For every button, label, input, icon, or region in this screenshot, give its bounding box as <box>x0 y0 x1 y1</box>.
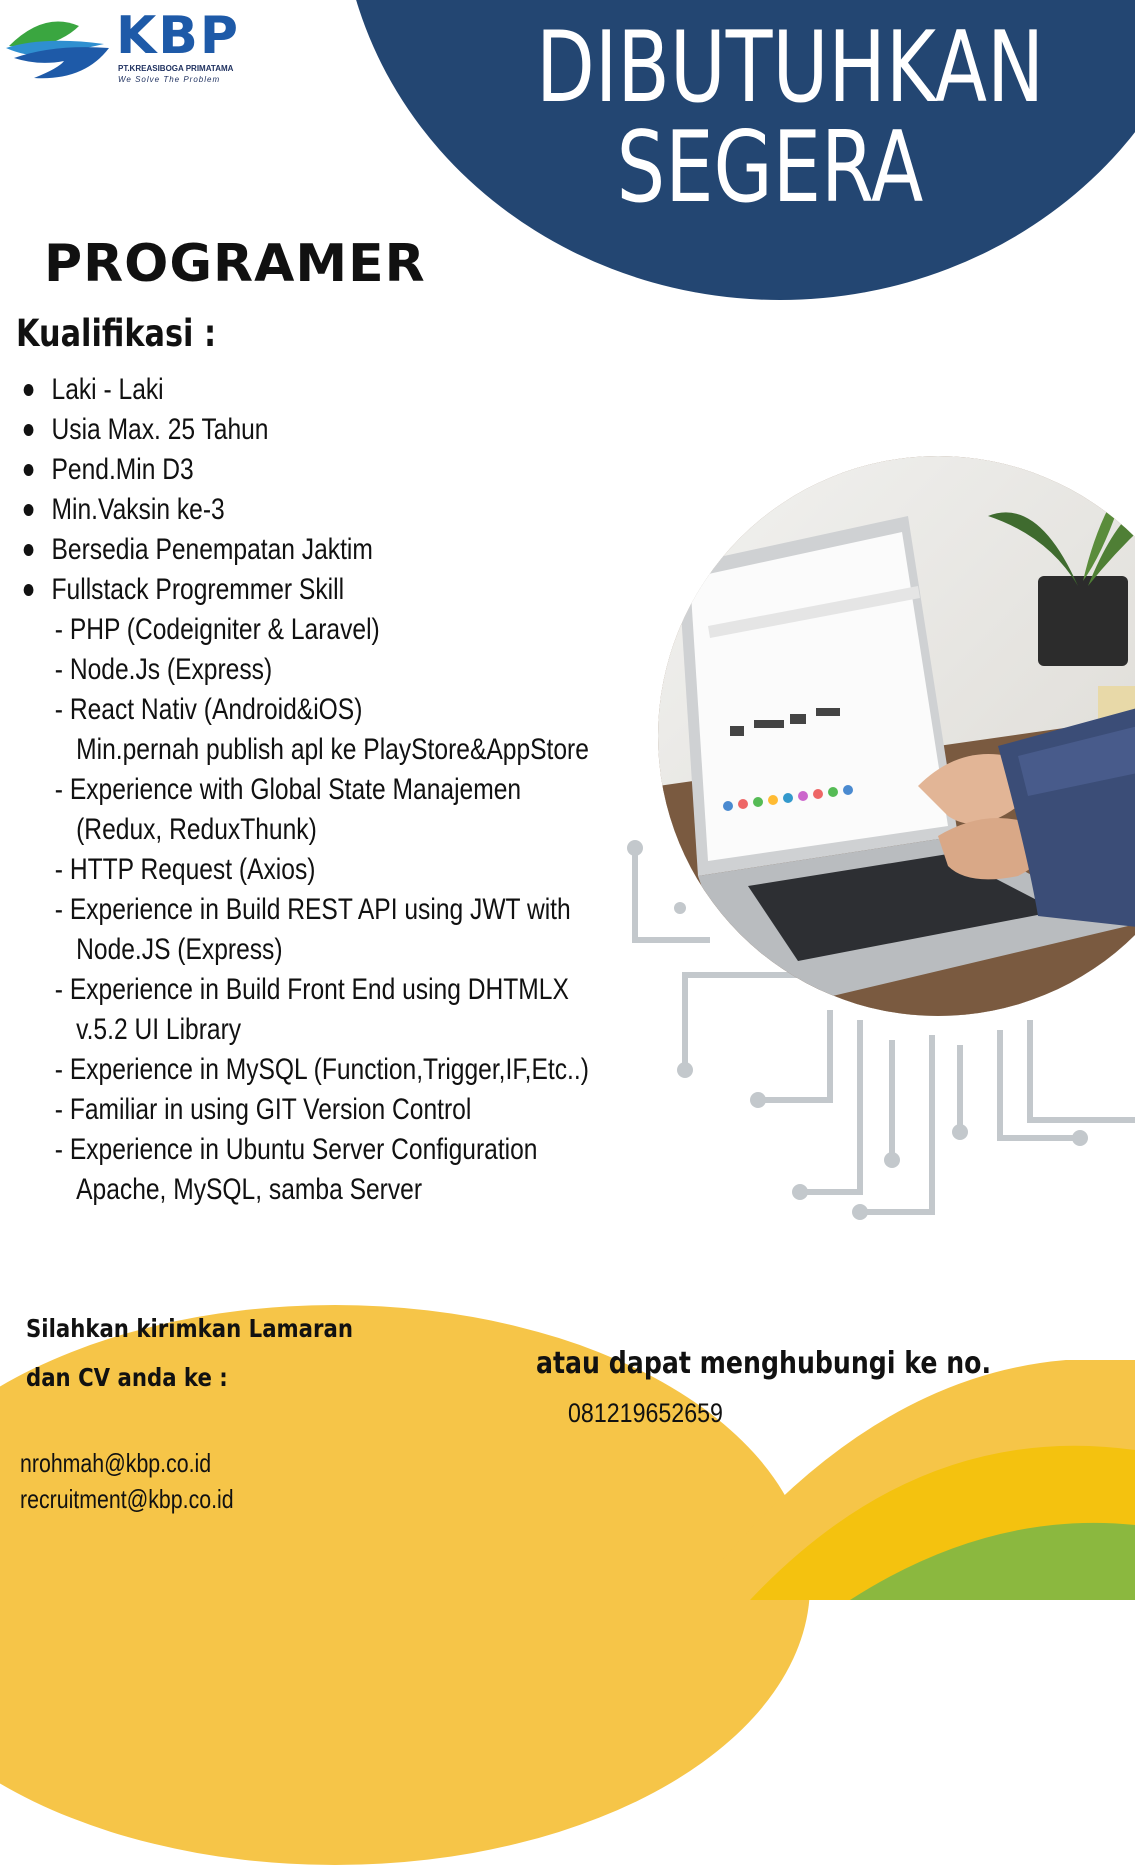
skill-item-continued: Min.pernah publish apl ke PlayStore&AppStore <box>76 733 589 766</box>
apply-instruction-line-1: Silahkan kirimkan Lamaran <box>26 1314 353 1343</box>
apply-instruction-line-2: dan CV anda ke : <box>26 1363 228 1392</box>
email-link[interactable]: recruitment@kbp.co.id <box>20 1484 234 1514</box>
list-item: Pend.Min D3 <box>22 450 547 490</box>
position-title: PROGRAMER <box>44 234 426 294</box>
list-item: Min.Vaksin ke-3 <box>22 490 547 530</box>
footer-wave-decoration <box>690 1360 1135 1600</box>
skill-item-continued: Node.JS (Express) <box>76 933 283 966</box>
headline-line-2: SEGERA <box>616 111 924 225</box>
qualifications-list <box>22 370 589 1210</box>
qualifications-heading: Kualifikasi : <box>16 312 217 355</box>
skill-item: - Experience in MySQL (Function,Trigger,IF,Etc..) <box>54 1053 589 1086</box>
skill-item-continued: Apache, MySQL, samba Server <box>76 1173 423 1206</box>
list-item: Bersedia Penempatan Jaktim <box>22 530 547 570</box>
logo-company-name: PT.KREASIBOGA PRIMATAMA <box>118 64 234 73</box>
kbp-leaf-icon <box>4 6 114 86</box>
headline <box>536 11 1045 225</box>
list-item: Laki - Laki <box>22 370 547 410</box>
skill-item: - Experience in Build REST API using JWT with <box>54 893 571 926</box>
skill-item: - Experience with Global State Manajemen <box>54 773 522 806</box>
phone-number[interactable]: 081219652659 <box>568 1398 723 1428</box>
skill-item: - Experience in Build Front End using DHTMLX <box>54 973 569 1006</box>
skill-item: - Familiar in using GIT Version Control <box>54 1093 472 1126</box>
skill-item-continued: v.5.2 UI Library <box>76 1013 242 1046</box>
skill-item: - PHP (Codeigniter & Laravel) <box>54 613 380 646</box>
list-item: Fullstack Progremmer Skill <box>22 570 547 610</box>
list-item: Usia Max. 25 Tahun <box>22 410 547 450</box>
email-link[interactable]: nrohmah@kbp.co.id <box>20 1448 212 1478</box>
contact-label: atau dapat menghubungi ke no. <box>536 1346 992 1381</box>
logo-tagline: We Solve The Problem <box>118 75 221 84</box>
skill-item: - Experience in Ubuntu Server Configuration <box>54 1133 538 1166</box>
company-logo <box>4 6 254 86</box>
skill-item: - React Nativ (Android&iOS) <box>54 693 363 726</box>
skill-item: - HTTP Request (Axios) <box>54 853 316 886</box>
logo-wordmark: KBP <box>116 6 241 66</box>
skill-item: - Node.Js (Express) <box>54 653 273 686</box>
headline-line-1: DIBUTUHKAN <box>536 11 1045 125</box>
skill-item-continued: (Redux, ReduxThunk) <box>76 813 317 846</box>
